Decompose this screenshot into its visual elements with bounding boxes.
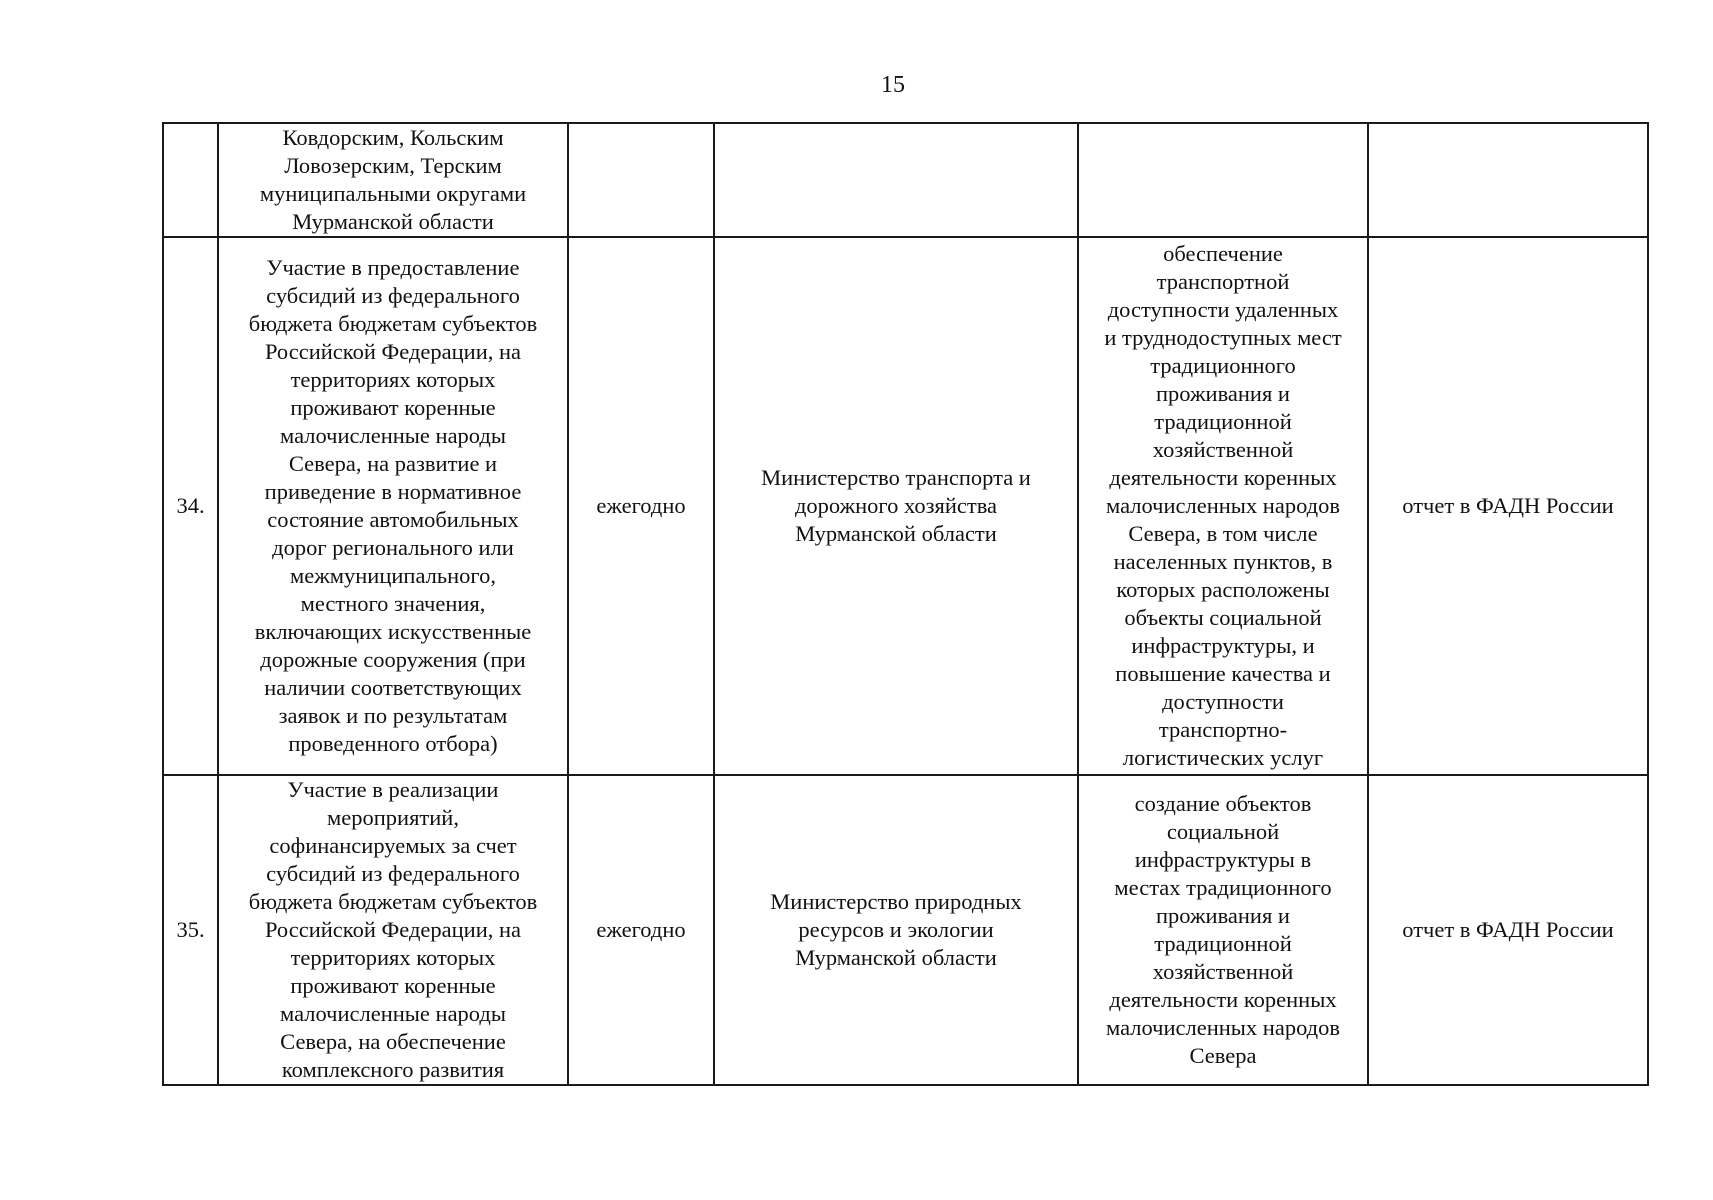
- period-cell: [568, 123, 714, 237]
- result-line: Севера, в том числе: [1128, 521, 1318, 546]
- table-row: [163, 775, 1648, 1085]
- responsible-cell: [714, 775, 1078, 1085]
- result-line: традиционной: [1154, 409, 1292, 434]
- result-line: инфраструктуры в: [1134, 847, 1312, 872]
- result-line: объекты социальной: [1124, 605, 1322, 630]
- description-line: Севера, на обеспечение: [280, 1029, 506, 1054]
- row-number-cell: [163, 123, 218, 237]
- description-line: малочисленные народы: [280, 423, 506, 448]
- result-line: которых расположены: [1116, 577, 1330, 602]
- result-line: местах традиционного: [1114, 875, 1332, 900]
- description-line: территориях которых: [290, 945, 496, 970]
- responsible-line: ресурсов и экологии: [798, 917, 994, 942]
- description-line: состояние автомобильных: [267, 507, 519, 532]
- result-line: традиционного: [1150, 353, 1296, 378]
- description-line: малочисленные народы: [280, 1001, 506, 1026]
- description-line: проживают коренные: [290, 973, 496, 998]
- responsible-line: Министерство природных: [770, 889, 1022, 914]
- responsible-line: Мурманской области: [795, 521, 997, 546]
- table-row: [163, 123, 1648, 237]
- result-line: инфраструктуры, и: [1131, 633, 1315, 658]
- report-cell: отчет в ФАДН России: [1368, 775, 1648, 1085]
- description-line: мероприятий,: [327, 805, 459, 830]
- responsible-cell: [714, 123, 1078, 237]
- description-line: Российской Федерации, на: [264, 339, 522, 364]
- result-line: транспортной: [1156, 269, 1290, 294]
- description-line: субсидий из федерального: [266, 861, 520, 886]
- result-line: традиционной: [1154, 931, 1292, 956]
- description-line: Ковдорским, Кольским: [282, 125, 504, 150]
- responsible-line: дорожного хозяйства: [794, 493, 998, 518]
- description-line: софинансируемых за счет: [269, 833, 517, 858]
- description-line: Ловозерским, Терским: [284, 153, 502, 178]
- result-line: проживания и: [1156, 903, 1290, 928]
- result-line: проживания и: [1156, 381, 1290, 406]
- description-line: межмуниципального,: [290, 563, 496, 588]
- result-line: доступности: [1162, 689, 1284, 714]
- description-line: территориях которых: [290, 367, 496, 392]
- description-line: Мурманской области: [292, 209, 494, 234]
- result-line: доступности удаленных: [1107, 297, 1339, 322]
- description-line: приведение в нормативное: [264, 479, 522, 504]
- description-line: дорог регионального или: [272, 535, 514, 560]
- page-number: 15: [881, 72, 905, 98]
- report-cell: [1368, 123, 1648, 237]
- result-line: логистических услуг: [1122, 745, 1324, 770]
- description-line: Российской Федерации, на: [264, 917, 522, 942]
- report-cell: отчет в ФАДН России: [1368, 237, 1648, 775]
- measures-table: [162, 122, 1649, 1086]
- responsible-cell: [714, 237, 1078, 775]
- result-line: создание объектов: [1134, 791, 1312, 816]
- description-line: наличии соответствующих: [264, 675, 522, 700]
- result-line: малочисленных народов: [1106, 1015, 1340, 1040]
- result-cell: [1078, 123, 1368, 237]
- description-line: местного значения,: [300, 591, 486, 616]
- row-number-cell: 35.: [163, 775, 218, 1085]
- result-line: хозяйственной: [1152, 437, 1294, 462]
- result-line: деятельности коренных: [1109, 465, 1337, 490]
- description-line: комплексного развития: [281, 1057, 505, 1082]
- period-cell: ежегодно: [568, 237, 714, 775]
- result-line: социальной: [1166, 819, 1280, 844]
- description-line: Участие в реализации: [287, 777, 499, 802]
- result-line: и труднодоступных мест: [1104, 325, 1342, 350]
- table-row: [163, 237, 1648, 775]
- description-line: включающих искусственные: [254, 619, 532, 644]
- responsible-line: Мурманской области: [795, 945, 997, 970]
- description-line: заявок и по результатам: [278, 703, 508, 728]
- responsible-line: Министерство транспорта и: [761, 465, 1031, 490]
- description-line: бюджета бюджетам субъектов: [248, 889, 538, 914]
- row-number-cell: 34.: [163, 237, 218, 775]
- result-line: деятельности коренных: [1109, 987, 1337, 1012]
- result-cell: [1078, 775, 1368, 1085]
- result-line: хозяйственной: [1152, 959, 1294, 984]
- description-line: Севера, на развитие и: [288, 451, 498, 476]
- description-cell: [218, 123, 568, 237]
- result-line: транспортно-: [1158, 717, 1288, 742]
- description-cell: [218, 775, 568, 1085]
- description-line: дорожные сооружения (при: [260, 647, 526, 672]
- result-line: Севера: [1189, 1043, 1257, 1068]
- description-line: Участие в предоставление: [266, 255, 520, 280]
- description-line: проведенного отбора): [288, 731, 498, 756]
- description-line: субсидий из федерального: [266, 283, 520, 308]
- description-line: бюджета бюджетам субъектов: [248, 311, 538, 336]
- result-line: населенных пунктов, в: [1113, 549, 1333, 574]
- description-cell: [218, 237, 568, 775]
- result-line: малочисленных народов: [1106, 493, 1340, 518]
- result-line: обеспечение: [1163, 241, 1283, 266]
- description-line: муниципальными округами: [259, 181, 527, 206]
- description-line: проживают коренные: [290, 395, 496, 420]
- result-line: повышение качества и: [1115, 661, 1331, 686]
- result-cell: [1078, 237, 1368, 775]
- period-cell: ежегодно: [568, 775, 714, 1085]
